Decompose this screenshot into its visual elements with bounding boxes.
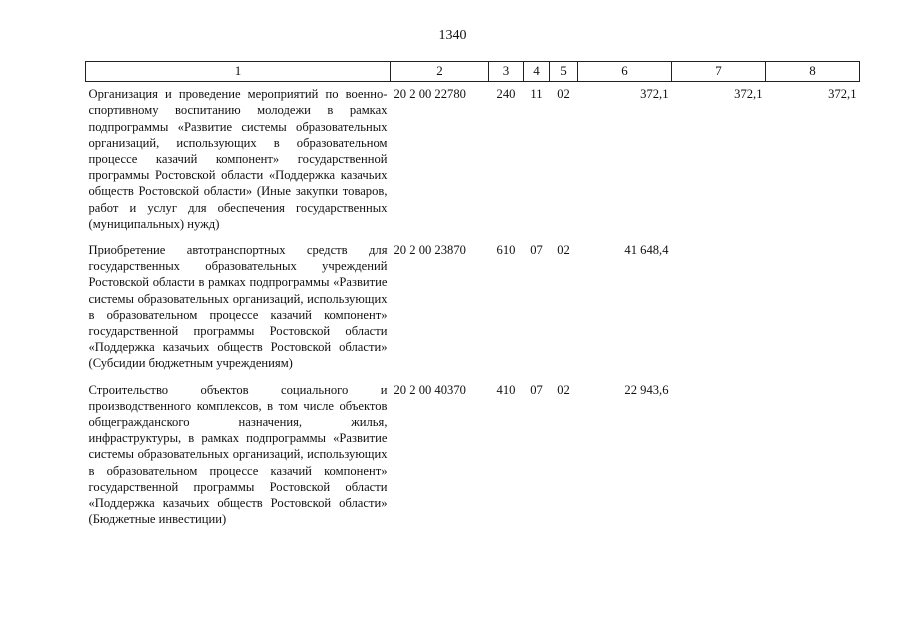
- row-amount-col6: 41 648,4: [624, 243, 669, 258]
- row-amount-col7: [672, 238, 766, 378]
- column-header-3: 3: [489, 62, 524, 82]
- row-subsection: 02: [557, 243, 570, 258]
- row-amount-col7: 372,1: [734, 87, 763, 102]
- row-description: Строительство объектов социального и производственного комплексов, в том числе объектов общегражданского назначения, жилья, инфраструктуры, в рамках подпрограммы «Развитие системы образовательных организаций, использующих в образовательном процессе казачий компонент» государственной программы Ростовской области «Поддержка казачьих обществ Ростовской области» (Бюджетные инвестиции): [88, 382, 388, 527]
- row-subsection: 02: [557, 382, 570, 397]
- page-number: 1340: [438, 28, 467, 43]
- column-header-8: 8: [766, 62, 860, 82]
- row-amount-col8: [766, 378, 860, 534]
- row-amount-col7: [672, 378, 766, 534]
- row-amount-col6: 372,1: [640, 87, 669, 102]
- row-target-code: 20 2 00 22780: [393, 87, 466, 102]
- table-row: [86, 378, 860, 534]
- column-header-4: 4: [524, 62, 550, 82]
- row-section: 07: [530, 382, 543, 397]
- row-description: Приобретение автотранспортных средств для государственных образовательных учреждений Ростовской области в рамках подпрограммы «Развитие системы образовательных организаций, использующих в образовательном процессе казачий компонент» государственной программы Ростовской области «Поддержка казачьих обществ Ростовской области» (Субсидии бюджетным учреждениям): [88, 243, 388, 371]
- table-header-row: [86, 62, 860, 82]
- row-amount-col8: 372,1: [828, 87, 857, 102]
- row-subsection: 02: [557, 87, 570, 102]
- budget-table: [85, 61, 860, 533]
- row-amount-col6: 22 943,6: [624, 382, 669, 397]
- row-expense-type: 610: [496, 243, 516, 258]
- row-target-code: 20 2 00 40370: [393, 382, 466, 397]
- column-header-2: 2: [391, 62, 489, 82]
- row-expense-type: 240: [496, 87, 516, 102]
- table-row: [86, 238, 860, 378]
- row-target-code: 20 2 00 23870: [393, 243, 466, 258]
- row-amount-col8: [766, 238, 860, 378]
- row-section: 11: [530, 87, 543, 102]
- row-section: 07: [530, 243, 543, 258]
- row-expense-type: 410: [496, 382, 516, 397]
- column-header-6: 6: [578, 62, 672, 82]
- column-header-1: 1: [86, 62, 391, 82]
- column-header-7: 7: [672, 62, 766, 82]
- row-description: Организация и проведение мероприятий по военно-спортивному воспитанию молодежи в рамках подпрограммы «Развитие системы образовательных организаций, использующих в образовательном процессе казачий компонент» государственной программы Ростовской области «Поддержка казачьих обществ Ростовской области» (Иные закупки товаров, работ и услуг для обеспечения государственных (муниципальных) нужд): [88, 87, 388, 231]
- table-row: [86, 82, 860, 238]
- column-header-5: 5: [550, 62, 578, 82]
